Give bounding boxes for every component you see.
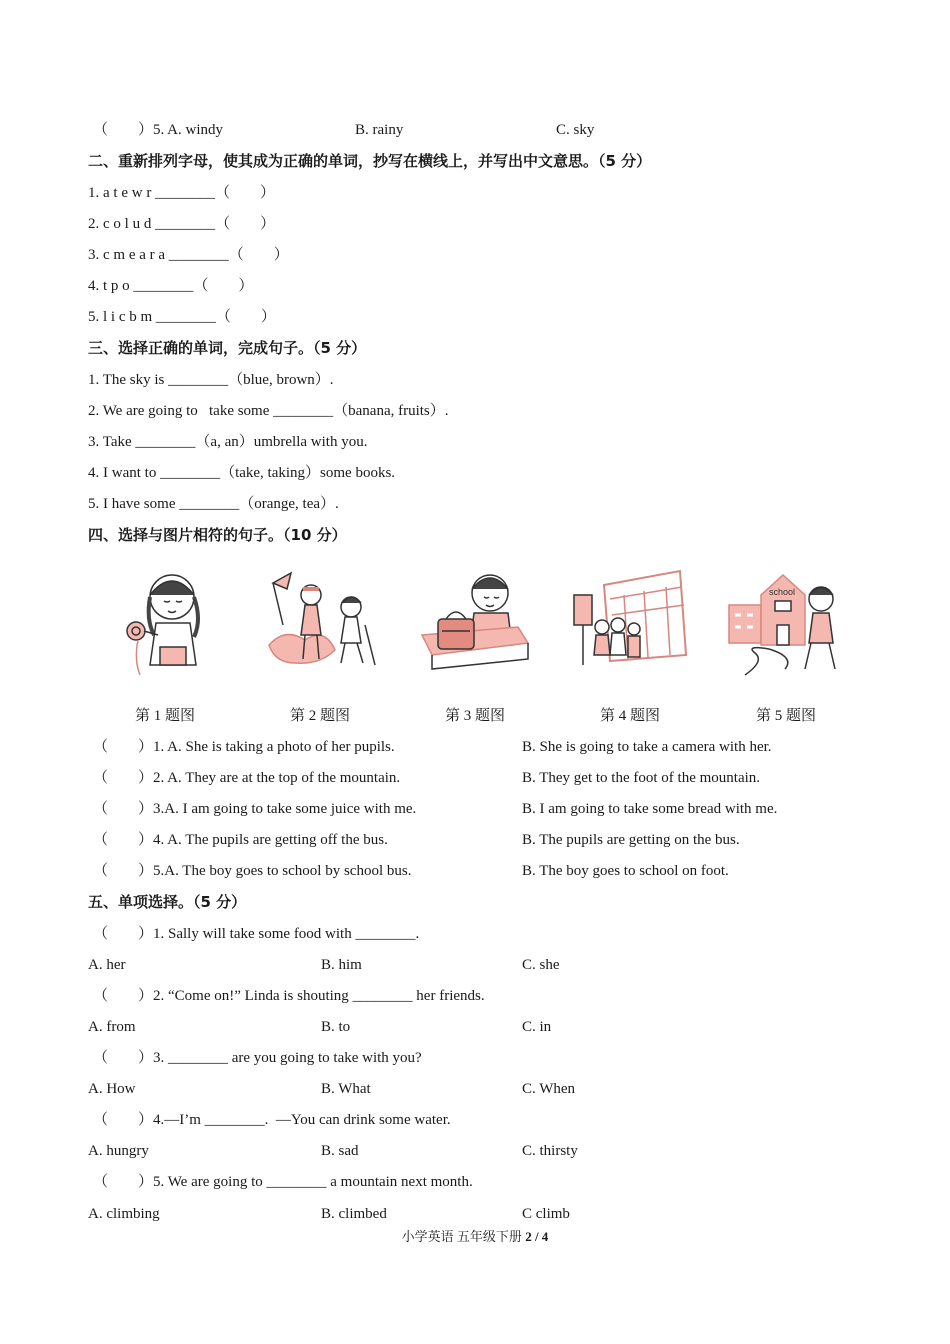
part5-question bbox=[0, 923, 950, 945]
part5-options bbox=[0, 1203, 950, 1225]
picture-2-mountain-flag bbox=[265, 565, 385, 680]
part5-options bbox=[0, 1078, 950, 1100]
answer-blank[interactable]: （ ） bbox=[93, 1050, 154, 1066]
part5-options bbox=[0, 1016, 950, 1038]
part5-options bbox=[0, 1140, 950, 1162]
section-heading-3: 三、选择正确的单词，完成句子。（5 分） bbox=[88, 339, 367, 357]
option-a: 2. A. They are at the top of the mountain. bbox=[153, 770, 401, 786]
part3-item: 3. Take ________（a, an）umbrella with you. bbox=[88, 434, 368, 450]
option-a: A. hungry bbox=[88, 1143, 149, 1159]
section-heading-4: 四、选择与图片相符的句子。（10 分） bbox=[88, 526, 347, 544]
school-sign-text: school bbox=[769, 587, 796, 597]
picture-caption: 第 1 题图 bbox=[134, 708, 195, 724]
question-text: 4.—I’m ________. —You can drink some water. bbox=[153, 1112, 451, 1128]
part4-question bbox=[0, 767, 950, 789]
picture-caption: 第 3 题图 bbox=[444, 708, 505, 724]
answer-blank[interactable]: （ ） bbox=[93, 801, 154, 817]
picture-caption: 第 4 题图 bbox=[599, 708, 660, 724]
answer-blank[interactable]: （ ） bbox=[93, 832, 154, 848]
picture-caption: 第 2 题图 bbox=[289, 708, 350, 724]
option-b: B. They get to the foot of the mountain. bbox=[522, 770, 761, 786]
part2-item: 3. c m e a r a ________（ ） bbox=[88, 247, 289, 263]
option-a: A. her bbox=[88, 957, 126, 973]
question-text: 5. A. windy bbox=[153, 122, 224, 138]
option-b: B. him bbox=[321, 957, 362, 973]
picture-1-girl-camera bbox=[110, 565, 230, 680]
page-footer bbox=[0, 1226, 950, 1245]
part5-options bbox=[0, 954, 950, 976]
option-a: 3.A. I am going to take some juice with me. bbox=[153, 801, 417, 817]
picture-3-boy-packing bbox=[418, 565, 538, 680]
part2-item: 4. t p o ________（ ） bbox=[88, 278, 254, 294]
part3-item: 5. I have some ________（orange, tea）. bbox=[88, 496, 339, 512]
part1-question-5 bbox=[0, 119, 950, 141]
part5-question bbox=[0, 1047, 950, 1069]
picture-5-school-walk bbox=[725, 565, 845, 680]
part2-item: 5. l i c b m ________（ ） bbox=[88, 309, 276, 325]
part5-question bbox=[0, 1109, 950, 1131]
option-c: C. she bbox=[522, 957, 560, 973]
section-heading-2: 二、重新排列字母，使其成为正确的单词，抄写在横线上，并写出中文意思。（5 分） bbox=[88, 152, 652, 170]
option-b: B. What bbox=[321, 1081, 371, 1097]
option-a: A. How bbox=[88, 1081, 136, 1097]
question-text: 3. ________ are you going to take with you? bbox=[153, 1050, 422, 1066]
option-a: 4. A. The pupils are getting off the bus. bbox=[153, 832, 388, 848]
picture-caption: 第 5 题图 bbox=[755, 708, 816, 724]
option-b: B. sad bbox=[321, 1143, 359, 1159]
page-number: 2 / 4 bbox=[525, 1229, 549, 1244]
section-heading-5: 五、单项选择。（5 分） bbox=[88, 893, 247, 911]
answer-blank[interactable]: （ ） bbox=[93, 863, 154, 879]
question-text: 2. “Come on!” Linda is shouting ________ her friends. bbox=[153, 988, 485, 1004]
part5-question bbox=[0, 1171, 950, 1193]
option-b: B. She is going to take a camera with her. bbox=[522, 739, 772, 755]
option-a: 5.A. The boy goes to school by school bus. bbox=[153, 863, 412, 879]
answer-blank[interactable]: （ ） bbox=[93, 122, 154, 138]
part3-item: 4. I want to ________（take, taking）some books. bbox=[88, 465, 396, 481]
part4-question bbox=[0, 829, 950, 851]
part5-question bbox=[0, 985, 950, 1007]
option-b: B. climbed bbox=[321, 1206, 387, 1222]
option-c: C. sky bbox=[556, 122, 595, 138]
part4-question bbox=[0, 798, 950, 820]
option-b: B. I am going to take some bread with me. bbox=[522, 801, 778, 817]
part4-question bbox=[0, 736, 950, 758]
option-b: B. The pupils are getting on the bus. bbox=[522, 832, 740, 848]
answer-blank[interactable]: （ ） bbox=[93, 1174, 154, 1190]
part2-item: 1. a t e w r ________（ ） bbox=[88, 185, 276, 201]
question-text: 1. Sally will take some food with ________. bbox=[153, 926, 420, 942]
answer-blank[interactable]: （ ） bbox=[93, 770, 154, 786]
option-c: C. in bbox=[522, 1019, 552, 1035]
answer-blank[interactable]: （ ） bbox=[93, 739, 154, 755]
option-b: B. to bbox=[321, 1019, 351, 1035]
part2-item: 2. c o l u d ________（ ） bbox=[88, 216, 276, 232]
part4-question bbox=[0, 860, 950, 882]
option-a: 1. A. She is taking a photo of her pupils. bbox=[153, 739, 395, 755]
part3-item: 2. We are going to take some ________（banana, fruits）. bbox=[88, 403, 449, 419]
picture-4-pupils-bus bbox=[570, 565, 690, 680]
option-c: C climb bbox=[522, 1206, 570, 1222]
option-c: C. When bbox=[522, 1081, 576, 1097]
footer-subject: 小学英语 五年级下册 bbox=[401, 1229, 526, 1244]
option-b: B. The boy goes to school on foot. bbox=[522, 863, 729, 879]
answer-blank[interactable]: （ ） bbox=[93, 1112, 154, 1128]
answer-blank[interactable]: （ ） bbox=[93, 926, 154, 942]
option-b: B. rainy bbox=[355, 122, 404, 138]
answer-blank[interactable]: （ ） bbox=[93, 988, 154, 1004]
option-a: A. climbing bbox=[88, 1206, 160, 1222]
question-text: 5. We are going to ________ a mountain next month. bbox=[153, 1174, 473, 1190]
option-a: A. from bbox=[88, 1019, 136, 1035]
part3-item: 1. The sky is ________（blue, brown）. bbox=[88, 372, 334, 388]
option-c: C. thirsty bbox=[522, 1143, 578, 1159]
